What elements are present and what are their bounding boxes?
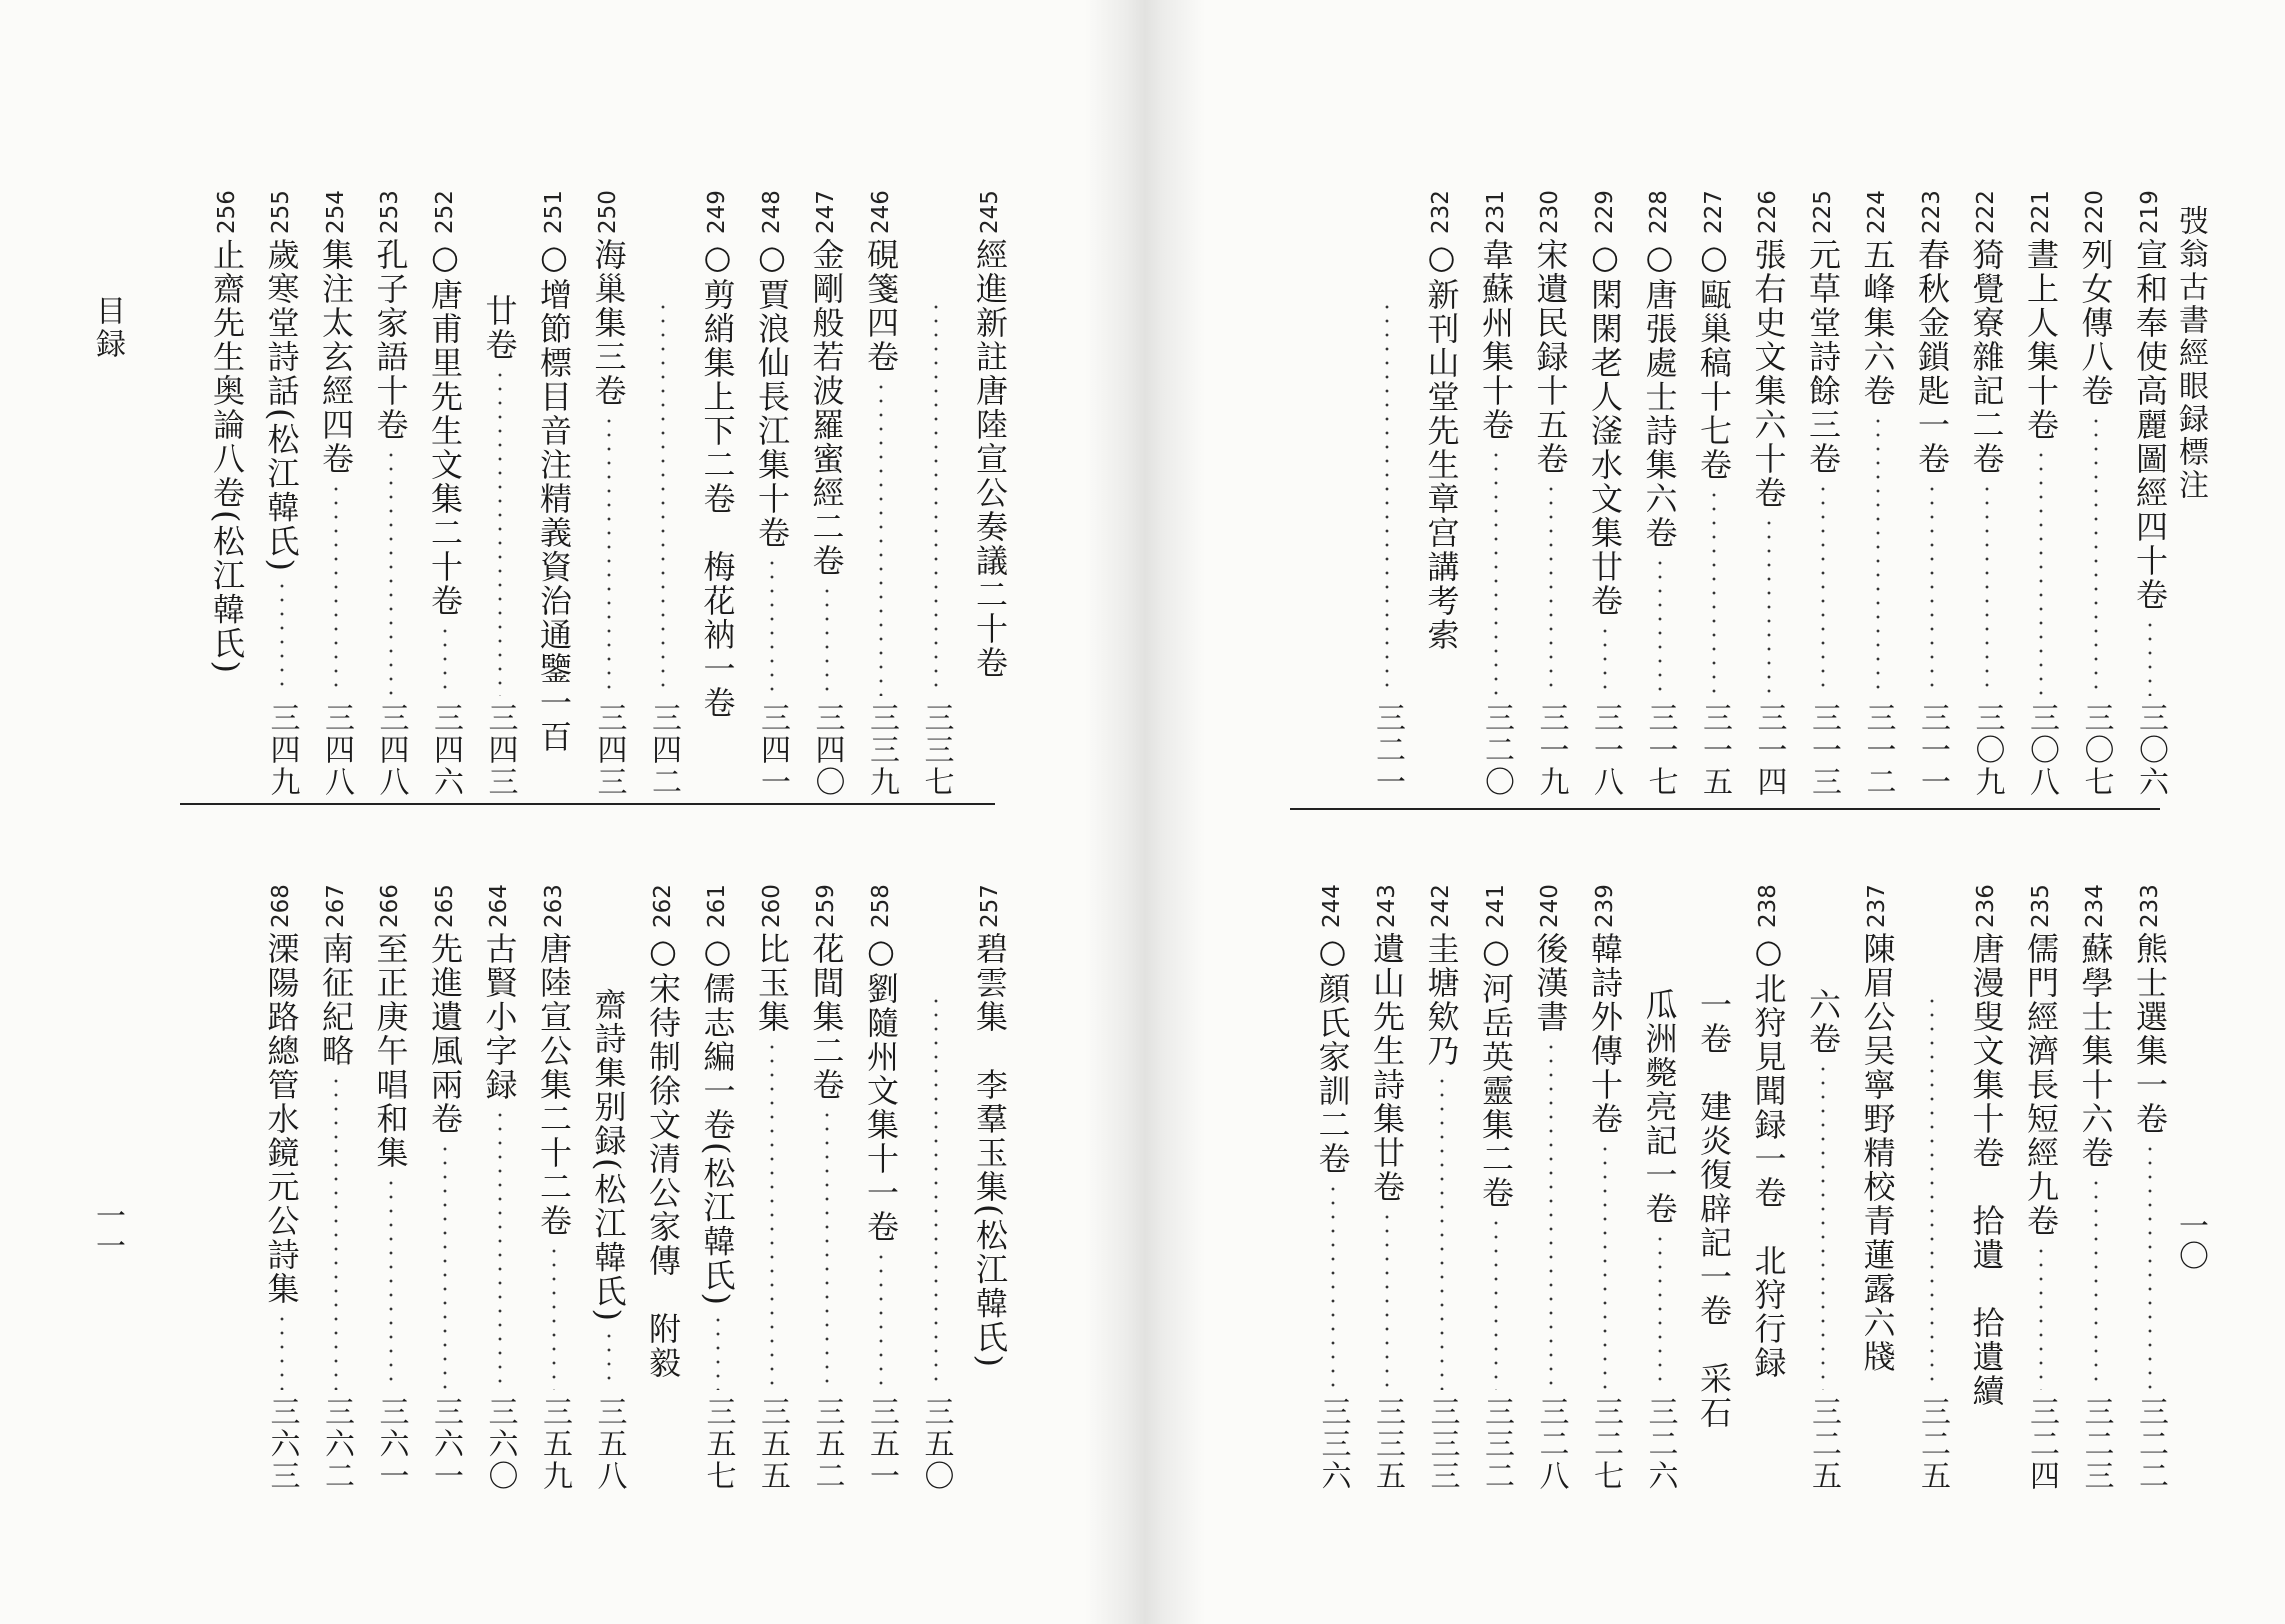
entry-page: 三二八: [1533, 1396, 1569, 1492]
leader-dots: [825, 1108, 829, 1390]
entry-page: 三二五: [1806, 1396, 1841, 1492]
entry-number: 254: [322, 190, 349, 234]
entry-title: 海巢集三卷: [589, 238, 628, 408]
right-divider-rule: [1290, 808, 2160, 810]
entry-page: 三四三: [591, 702, 627, 798]
leader-dots: [334, 1074, 338, 1390]
toc-entry: [366, 872, 416, 1492]
entry-title: 瓜洲斃亮記一卷: [1640, 988, 1679, 1226]
leader-dots: [498, 368, 502, 696]
entry-number: 241: [1482, 884, 1509, 928]
toc-entry: [584, 872, 634, 1492]
leader-dots: [607, 414, 611, 696]
entry-number: 219: [2136, 190, 2163, 234]
right-page-number: 一〇: [2173, 1210, 2208, 1270]
entry-page: 三四六: [428, 702, 463, 798]
entry-title: 宣和奉使高麗圖經四十卷: [2131, 238, 2169, 612]
entry-title: 列女傳八卷: [2076, 238, 2115, 408]
toc-entry: [802, 178, 852, 798]
entry-number: 229: [1591, 190, 1618, 234]
entry-title: 六卷: [1804, 988, 1842, 1056]
entry-page: 三二六: [1642, 1396, 1678, 1492]
entry-number: 246: [867, 190, 894, 234]
entry-number: 238: [1755, 884, 1781, 928]
entry-page: 三二四: [2024, 1396, 2059, 1492]
entry-number: 227: [1700, 190, 1727, 234]
entry-page: 三三五: [1370, 1396, 1405, 1492]
entry-number: 255: [268, 190, 294, 234]
leader-dots: [770, 1040, 774, 1390]
toc-entry: [911, 178, 961, 798]
entry-page: 三二三: [2078, 1396, 2114, 1492]
entry-title: ○唐甫里先生文集二十卷: [426, 238, 464, 618]
entry-page: 三一九: [1533, 702, 1569, 798]
entry-page: 三〇九: [1969, 702, 2005, 798]
toc-entry: [856, 178, 906, 798]
entry-title: 集注太玄經四卷: [317, 238, 355, 476]
entry-page: 三三九: [864, 702, 899, 798]
toc-entry: [475, 872, 525, 1492]
entry-number: 244: [1319, 884, 1345, 928]
leader-dots: [607, 1329, 611, 1390]
entry-title: ○顔氏家訓二卷: [1313, 932, 1352, 1176]
entry-title: ○劉隨州文集十一卷: [862, 932, 900, 1244]
entry-number: 251: [540, 190, 567, 234]
left-divider-rule: [180, 803, 995, 805]
entry-title: 先進遺風兩卷: [426, 932, 464, 1136]
entry-page: 三三七: [918, 702, 954, 798]
leader-dots: [552, 1244, 556, 1390]
left-bottom-toc-block: [0, 872, 2285, 1492]
entry-page: 三五八: [591, 1396, 627, 1492]
entry-title: ○唐張處士詩集六卷: [1640, 238, 1679, 550]
entry-title: 止齋先生奥論八卷(松江韓氏): [208, 238, 246, 675]
entry-number: 230: [1537, 190, 1563, 234]
toc-entry: [638, 872, 688, 1492]
entry-number: 235: [2027, 884, 2054, 928]
leader-dots: [661, 300, 665, 696]
entry-number: 262: [649, 884, 676, 928]
toc-entry: [965, 178, 1015, 798]
entry-title: ○剪綃集上下二卷 梅花衲一卷: [698, 238, 737, 720]
toc-entry: [311, 872, 361, 1492]
entry-number: 267: [322, 884, 349, 928]
entry-page: 三〇八: [2024, 702, 2059, 798]
entry-number: 264: [486, 884, 512, 928]
toc-entry: [420, 178, 470, 798]
entry-number: 268: [268, 884, 294, 928]
entry-page: 三〇七: [2078, 702, 2114, 798]
entry-number: 231: [1482, 190, 1509, 234]
entry-title: 金剛般若波羅蜜經二卷: [807, 238, 846, 578]
entry-title: ○甌巢稿十七卷: [1695, 238, 1733, 482]
leader-dots: [280, 1312, 284, 1390]
entry-page: 三二二: [2133, 1396, 2168, 1492]
entry-number: 245: [976, 190, 1003, 234]
entry-number: 233: [2136, 884, 2163, 928]
entry-number: 256: [213, 190, 240, 234]
entry-title: 韋蘇州集十卷: [1477, 238, 1515, 442]
entry-title: ○儒志編一卷(松江韓氏): [698, 932, 737, 1307]
entry-page: 三二〇: [1479, 702, 1514, 798]
right-running-header: 弢翁古書經眼録標注: [2173, 205, 2208, 502]
entry-title: 晝上人集十卷: [2022, 238, 2060, 442]
entry-title: 熊士選集一卷: [2131, 932, 2169, 1136]
entry-page: 三六三: [264, 1396, 300, 1492]
entry-title: 花間集二卷: [807, 932, 846, 1102]
entry-page: 三四〇: [809, 702, 845, 798]
entry-title: 唐漫叟文集十卷 拾遺 拾遺續: [1967, 932, 2006, 1408]
entry-page: 三二七: [1588, 1396, 1623, 1492]
entry-number: 225: [1809, 190, 1836, 234]
entry-title: ○宋待制徐文清公家傳 附毅: [644, 932, 682, 1380]
entry-number: 228: [1646, 190, 1672, 234]
entry-page: 三六二: [319, 1396, 354, 1492]
entry-number: 258: [867, 884, 894, 928]
entry-title: 唐陸宣公集二十二卷: [535, 932, 573, 1238]
toc-entry: [257, 178, 307, 798]
entry-page: 三〇六: [2133, 702, 2168, 798]
toc-entry: [911, 872, 961, 1492]
entry-page: 三三六: [1315, 1396, 1351, 1492]
entry-number: 263: [540, 884, 567, 928]
entry-title: 遺山先生詩集廿卷: [1368, 932, 1406, 1204]
entry-page: 三四三: [482, 702, 518, 798]
entry-title: 蘇學士集十六卷: [2076, 932, 2115, 1170]
entry-page: 三一四: [1751, 702, 1787, 798]
entry-page: 三二五: [1915, 1396, 1950, 1492]
entry-number: 239: [1591, 884, 1618, 928]
entry-number: 261: [704, 884, 730, 928]
toc-entry: [529, 178, 579, 798]
leader-dots: [389, 448, 393, 696]
entry-title: 廿卷: [480, 294, 519, 362]
leader-dots: [280, 579, 284, 696]
entry-page: 三四一: [755, 702, 790, 798]
entry-number: 223: [1918, 190, 1945, 234]
entry-number: 243: [1373, 884, 1400, 928]
entry-number: 259: [813, 884, 839, 928]
leader-dots: [770, 556, 774, 696]
entry-number: 260: [758, 884, 785, 928]
leader-dots: [825, 584, 829, 696]
toc-entry: [257, 872, 307, 1492]
toc-entry: [475, 178, 525, 798]
entry-title: ○閑閑老人滏水文集廿卷: [1586, 238, 1624, 618]
entry-title: 陳眉公吴寧野精校青蓮露六牋: [1858, 932, 1897, 1374]
entry-page: 三一三: [1806, 702, 1841, 798]
entry-page: 三六〇: [482, 1396, 518, 1492]
entry-number: 232: [1428, 190, 1454, 234]
entry-page: 三六一: [428, 1396, 463, 1492]
leader-dots: [879, 380, 883, 696]
toc-entry: [747, 872, 797, 1492]
entry-page: 三五五: [755, 1396, 790, 1492]
entry-number: 266: [377, 884, 403, 928]
leader-dots: [934, 994, 938, 1390]
leader-dots: [498, 1108, 502, 1390]
toc-entry: [747, 178, 797, 798]
toc-entry: [638, 178, 688, 798]
entry-title: 後漢書: [1531, 932, 1570, 1034]
toc-entry: [420, 872, 470, 1492]
entry-page: 三一二: [1860, 702, 1896, 798]
entry-title: 古賢小字録: [480, 932, 519, 1102]
entry-title: 猗覺寮雜記二卷: [1967, 238, 2006, 476]
entry-number: 252: [431, 190, 458, 234]
entry-page: 三四二: [646, 702, 681, 798]
entry-title: 春秋金鎖匙一卷: [1913, 238, 1951, 476]
entry-title: 歲寒堂詩話(松江韓氏): [262, 238, 301, 573]
entry-title: ○賈浪仙長江集十卷: [753, 238, 791, 550]
left-page-number: 一一: [90, 1200, 125, 1260]
entry-page: 三五〇: [918, 1396, 954, 1492]
entry-title: 韓詩外傳十卷: [1586, 932, 1624, 1136]
entry-title: 南征紀略: [317, 932, 355, 1068]
entry-page: 三四八: [373, 702, 409, 798]
left-top-toc-block: [0, 178, 2285, 798]
toc-entry: [202, 178, 252, 798]
entry-number: 257: [976, 884, 1003, 928]
leader-dots: [879, 1250, 883, 1390]
toc-entry: [693, 178, 743, 798]
entry-title: 張右史文集六十卷: [1749, 238, 1788, 510]
entry-title: 元草堂詩餘三卷: [1804, 238, 1842, 476]
entry-page: 三五二: [809, 1396, 845, 1492]
entry-number: 234: [2082, 884, 2108, 928]
entry-title: ○河岳英靈集二卷: [1477, 932, 1515, 1210]
entry-page: 三六一: [373, 1396, 409, 1492]
leader-dots: [443, 1142, 447, 1390]
entry-page: 三一五: [1697, 702, 1732, 798]
toc-entry: [584, 178, 634, 798]
entry-page: 三五一: [864, 1396, 899, 1492]
entry-title: 宋遺民録十五卷: [1531, 238, 1570, 476]
toc-entry: [311, 178, 361, 798]
entry-number: 247: [813, 190, 839, 234]
entry-page: 三五七: [700, 1396, 736, 1492]
leader-dots: [934, 300, 938, 696]
toc-entry: [965, 872, 1015, 1492]
entry-page: 三二一: [1370, 702, 1405, 798]
entry-number: 240: [1537, 884, 1563, 928]
entry-number: 265: [431, 884, 458, 928]
entry-title: 經進新註唐陸宣公奏議二十卷: [971, 238, 1009, 680]
entry-number: 249: [704, 190, 730, 234]
entry-title: 碧雲集 李羣玉集(松江韓氏): [971, 932, 1009, 1369]
entry-number: 242: [1428, 884, 1454, 928]
toc-entry: [529, 872, 579, 1492]
entry-number: 250: [595, 190, 621, 234]
left-running-header: 目録: [90, 295, 125, 361]
entry-title: 硯箋四卷: [862, 238, 900, 374]
entry-title: 至正庚午唱和集: [371, 932, 410, 1170]
entry-number: 221: [2027, 190, 2054, 234]
toc-entry: [693, 872, 743, 1492]
entry-number: 224: [1864, 190, 1890, 234]
entry-page: 三一一: [1915, 702, 1950, 798]
entry-page: 三一八: [1588, 702, 1623, 798]
entry-number: 236: [1973, 884, 1999, 928]
entry-title: 孔子家語十卷: [371, 238, 410, 442]
entry-page: 三四八: [319, 702, 354, 798]
entry-title: 一卷 建炎復辟記一卷 采石: [1695, 988, 1733, 1430]
entry-title: 五峰集六卷: [1858, 238, 1897, 408]
leader-dots: [334, 482, 338, 696]
entry-title: 比玉集: [753, 932, 791, 1034]
leader-dots: [716, 1313, 720, 1390]
entry-page: 三三三: [1424, 1396, 1460, 1492]
entry-title: 儒門經濟長短經九卷: [2022, 932, 2060, 1238]
entry-number: 237: [1864, 884, 1890, 928]
entry-title: ○增節標目音注精義資治通鑒一百: [535, 238, 573, 754]
entry-page: 三五九: [537, 1396, 572, 1492]
entry-title: ○新刊山堂先生章宫講考索: [1422, 238, 1461, 652]
toc-entry: [856, 872, 906, 1492]
entry-number: 253: [377, 190, 403, 234]
leader-dots: [389, 1176, 393, 1390]
entry-title: 溧陽路總管水鏡元公詩集: [262, 932, 301, 1306]
entry-title: 圭塘欸乃: [1422, 932, 1461, 1068]
entry-number: 226: [1755, 190, 1781, 234]
entry-title: 齋詩集别録(松江韓氏): [589, 988, 628, 1323]
entry-page: 三四九: [264, 702, 300, 798]
entry-number: 248: [758, 190, 785, 234]
entry-page: 三一七: [1642, 702, 1678, 798]
toc-entry: [366, 178, 416, 798]
entry-page: 三三二: [1479, 1396, 1514, 1492]
entry-title: ○北狩見聞録一卷 北狩行録: [1749, 932, 1788, 1380]
entry-number: 220: [2082, 190, 2108, 234]
leader-dots: [443, 624, 447, 696]
toc-entry: [802, 872, 852, 1492]
entry-number: 222: [1973, 190, 1999, 234]
